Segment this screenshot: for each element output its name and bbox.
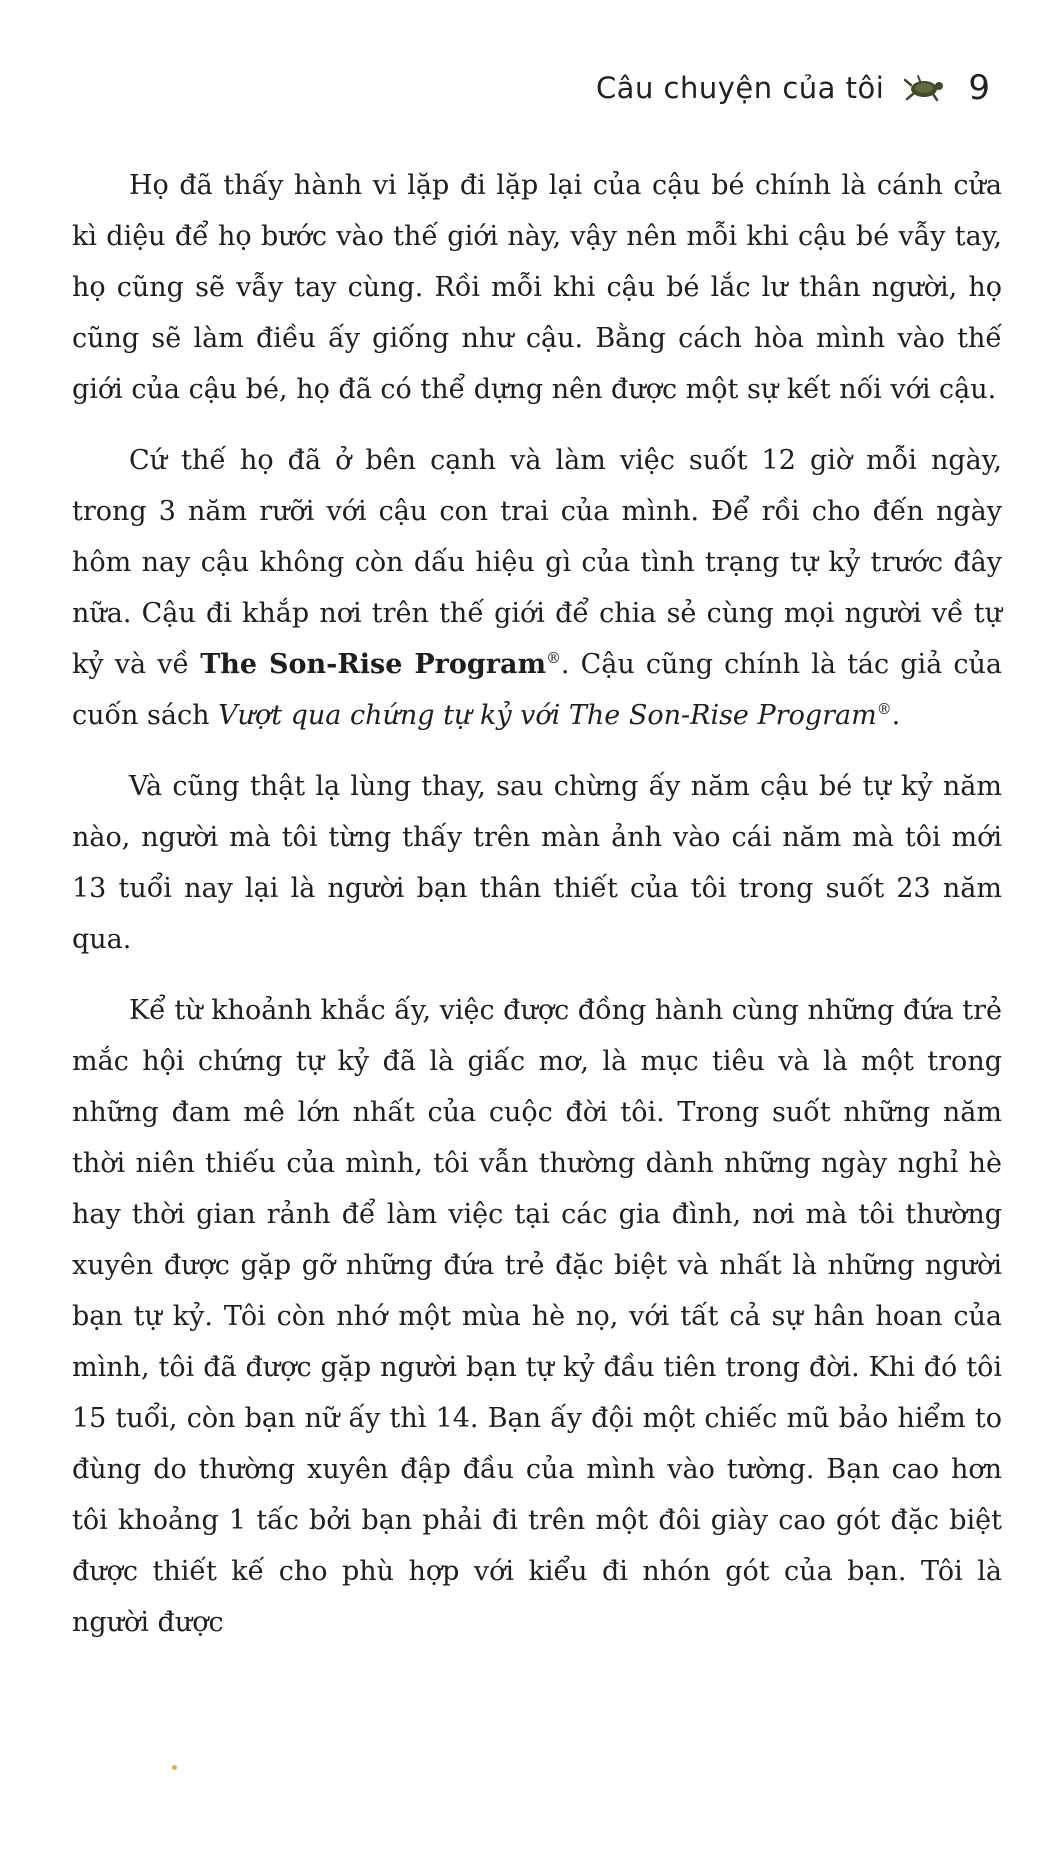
paragraph: Và cũng thật lạ lùng thay, sau chừng ấy năm cậu bé tự kỷ năm nào, người mà tôi từng thấy trên màn ảnh vào cái năm mà tôi mới 13 tuổi nay lại là người bạn thân thiết của tôi trong suốt 23 năm qua. xyxy=(72,771,1002,955)
running-header xyxy=(596,64,990,112)
chapter-title: Câu chuyện của tôi xyxy=(595,71,885,105)
registered-mark: ® xyxy=(546,649,561,667)
book-title: Vượt qua chứng tự kỷ với The Son-Rise Program xyxy=(218,700,877,731)
paragraph xyxy=(72,435,1002,741)
page-number: 9 xyxy=(968,68,990,108)
text-run: . xyxy=(891,700,901,731)
paragraph: Họ đã thấy hành vi lặp đi lặp lại của cậu bé chính là cánh cửa kì diệu để họ bước vào thế giới này, vậy nên mỗi khi cậu bé vẫy tay, họ cũng sẽ vẫy tay cùng. Rồi mỗi khi cậu bé lắc lư thân người, họ cũng sẽ làm điều ấy giống như cậu. Bằng cách hòa mình vào thế giới của cậu bé, họ đã có thể dựng nên được một sự kết nối với cậu. xyxy=(72,170,1002,405)
paragraph: Kể từ khoảnh khắc ấy, việc được đồng hành cùng những đứa trẻ mắc hội chứng tự kỷ đã là giấc mơ, là mục tiêu và là một trong những đam mê lớn nhất của cuộc đời tôi. Trong suốt những năm thời niên thiếu của mình, tôi vẫn thường dành những ngày nghỉ hè hay thời gian rảnh để làm việc tại các gia đình, nơi mà tôi thường xuyên được gặp gỡ những đứa trẻ đặc biệt và nhất là những người bạn tự kỷ. Tôi còn nhớ một mùa hè nọ, với tất cả sự hân hoan của mình, tôi đã được gặp người bạn tự kỷ đầu tiên trong đời. Khi đó tôi 15 tuổi, còn bạn nữ ấy thì 14. Bạn ấy đội một chiếc mũ bảo hiểm to đùng do thường xuyên đập đầu của mình vào tường. Bạn cao hơn tôi khoảng 1 tấc bởi bạn phải đi trên một đôi giày cao gót đặc biệt được thiết kế cho phù hợp với kiểu đi nhón gót của bạn. Tôi là người được xyxy=(72,995,1002,1638)
body-text xyxy=(72,160,1002,1668)
program-name: The Son-Rise Program xyxy=(200,649,547,680)
ink-speck xyxy=(172,1765,177,1770)
text-run: Cứ thế họ đã ở bên cạnh và làm việc suốt 12 giờ mỗi ngày, trong 3 năm rưỡi với cậu con trai của mình. Để rồi cho đến ngày hôm nay cậu không còn dấu hiệu gì của tình trạng tự kỷ trước đây nữa. Cậu đi khắp nơi trên thế giới để chia sẻ cùng mọi người về tự kỷ và về xyxy=(72,445,1002,680)
registered-mark: ® xyxy=(876,700,892,718)
turtle-icon xyxy=(902,73,946,103)
text-run: . Cậu cũng chính là tác giả của cuốn sách xyxy=(72,649,1002,731)
